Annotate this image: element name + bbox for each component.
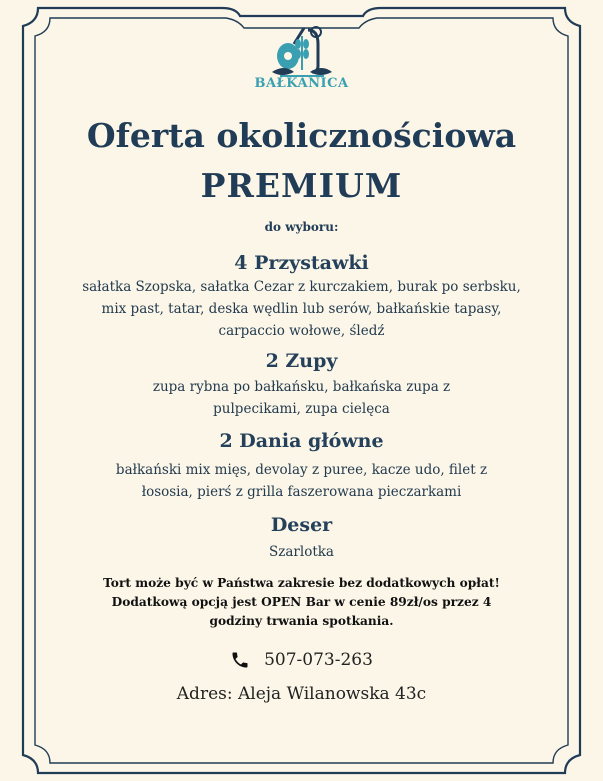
section-heading-dessert: Deser (270, 514, 333, 536)
phone-number[interactable]: 507-073-263 (264, 650, 373, 670)
section-heading-soups: 2 Zupy (265, 350, 338, 372)
phone-row (0, 650, 603, 670)
phone-icon (230, 650, 250, 670)
brand-name: BAŁKANICA (254, 76, 349, 91)
address: Adres: Aleja Wilanowska 43c (176, 684, 427, 704)
page-title-premium: PREMIUM (200, 166, 403, 205)
page-title: Oferta okolicznościowa (86, 116, 517, 155)
section-heading-starters: 4 Przystawki (234, 252, 369, 274)
section-text-starters: sałatka Szopska, sałatka Cezar z kurczakiem, burak po serbsku, mix past, tatar, deska wędlin lub serów, bałkańskie tapasy, carpaccio wołowe, śledź (82, 279, 521, 339)
section-text-soups: zupa rybna po bałkańsku, bałkańska zupa z pulpecikami, zupa cielęca (152, 379, 451, 417)
section-text-mains: bałkański mix mięs, devolay z puree, kacze udo, filet z łososia, pierś z grilla faszerowana pieczarkami (115, 462, 488, 500)
section-heading-mains: 2 Dania główne (219, 430, 384, 452)
section-text-dessert: Szarlotka (269, 544, 334, 560)
choose-label: do wyboru: (264, 220, 339, 234)
info-note: Tort może być w Państwa zakresie bez dodatkowych opłat! Dodatkową opcją jest OPEN Bar w cenie 89zł/os przez 4 godziny trwania spotkania. (103, 576, 500, 628)
